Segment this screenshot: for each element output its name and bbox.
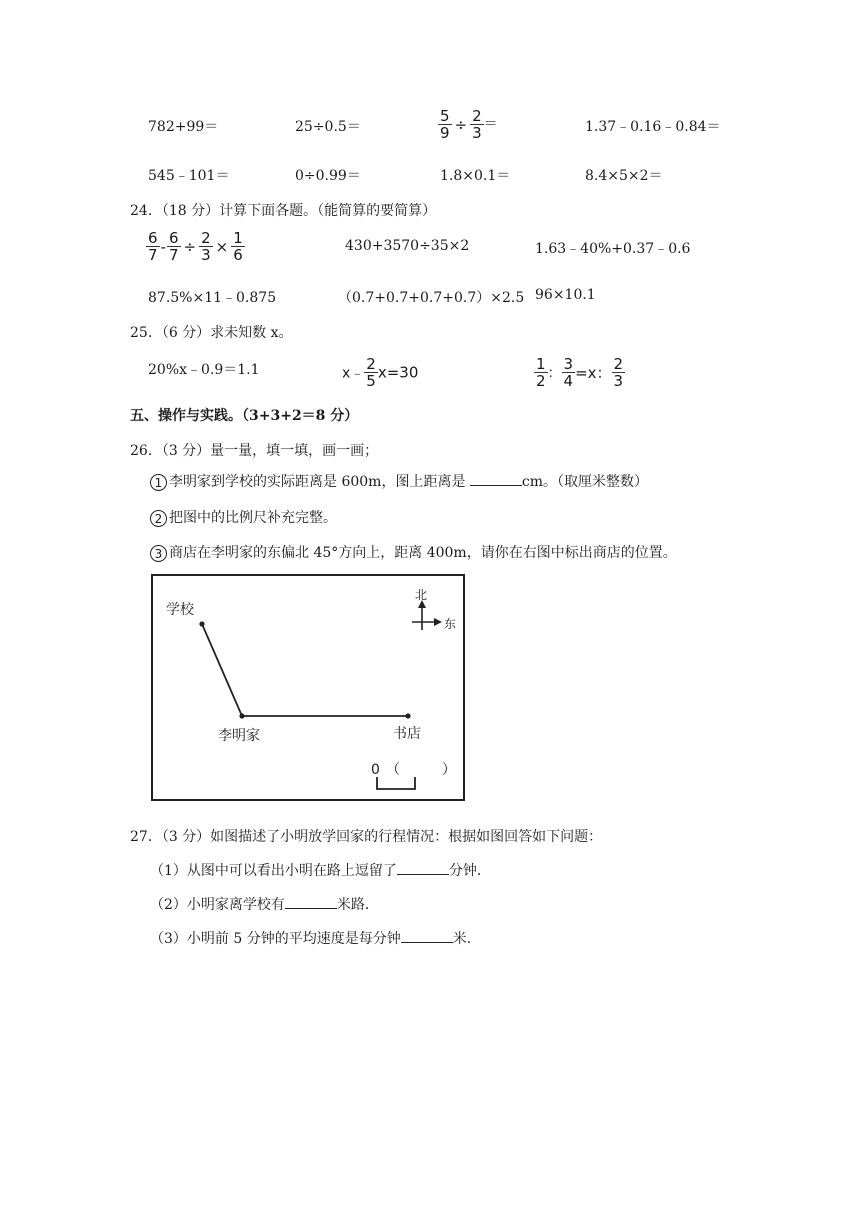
q24-expr-3: 1.63﹣40%+0.37﹣0.6 [535, 241, 691, 257]
question-25-title: 25．（6 分）求未知数 x。 [130, 325, 293, 341]
problem-fraction-division: $\frac{5}{9}$ ÷ $\frac{2}{3}$ ＝ [440, 107, 498, 142]
q24-expr-6: 96×10.1 [535, 287, 596, 303]
home-label: 李明家 [218, 728, 260, 744]
problem-25-div-0.5: 25÷0.5＝ [295, 119, 361, 135]
answer-blank[interactable] [401, 928, 453, 943]
scale-zero: 0 [371, 762, 380, 778]
section-5-heading: 五、操作与实践。（3+3+2＝8 分） [130, 408, 359, 424]
q25-equation-2: x﹣ $\frac{2}{5}$ x=30 [342, 355, 419, 390]
problem-782-plus-99: 782+99＝ [148, 119, 219, 135]
bookstore-point [405, 713, 410, 718]
q25-equation-1: 20%x﹣0.9＝1.1 [148, 362, 260, 378]
problem-1.8-times-0.1: 1.8×0.1＝ [440, 168, 511, 184]
school-point [199, 621, 204, 626]
q24-expr-5: （0.7+0.7+0.7+0.7）×2.5 [338, 290, 525, 306]
circle-number: 1 [150, 474, 167, 491]
q26-item-2: 2 把图中的比例尺补充完整。 [150, 507, 337, 527]
q27-sub-2: （2）小明家离学校有 米路． [150, 894, 379, 914]
q24-expr-1: $\frac{6}{7}$ - $\frac{6}{7}$ ÷ $\frac{2}{3}$ × $\frac{1}{6}$ [148, 229, 243, 264]
north-label: 北 [415, 588, 428, 602]
q25-equation-3: $\frac{1}{2}$ ： $\frac{3}{4}$ =x： $\frac{2}{3}$ [536, 355, 624, 390]
fraction: $\frac{5}{9}$ [440, 107, 450, 142]
circle-number: 3 [150, 545, 167, 562]
east-label: 东 [444, 617, 457, 631]
fraction: $\frac{2}{3}$ [472, 107, 482, 142]
answer-blank[interactable] [470, 471, 522, 486]
bookstore-label: 书店 [393, 726, 421, 742]
answer-blank[interactable] [397, 860, 449, 875]
answer-blank[interactable] [285, 894, 337, 909]
problem-8.4-times-5-times-2: 8.4×5×2＝ [585, 168, 663, 184]
question-24-title: 24．（18 分）计算下面各题。（能简算的要简算） [130, 203, 437, 219]
q24-expr-2: 430+3570÷35×2 [345, 238, 470, 254]
question-26-title: 26．（3 分）量一量，填一填，画一画； [130, 443, 379, 459]
home-point [239, 713, 244, 718]
map-figure [150, 572, 468, 804]
question-27-title: 27．（3 分）如图描述了小明放学回家的行程情况：根据如图回答如下问题： [130, 829, 603, 845]
scale-parentheses: （ ） [386, 762, 456, 778]
problem-545-minus-101: 545﹣101＝ [148, 168, 230, 184]
q24-expr-4: 87.5%×11﹣0.875 [148, 290, 277, 306]
problem-1.37-minus: 1.37﹣0.16﹣0.84＝ [585, 119, 721, 135]
q26-item-3: 3 商店在李明家的东偏北 45°方向上，距离 400m，请你在右图中标出商店的位置。 [150, 542, 677, 562]
school-label: 学校 [166, 602, 194, 618]
q27-sub-1: （1）从图中可以看出小明在路上逗留了 分钟． [150, 860, 491, 880]
q27-sub-3: （3）小明前 5 分钟的平均速度是每分钟 米． [150, 928, 481, 948]
problem-0-div-0.99: 0÷0.99＝ [295, 168, 361, 184]
q26-item-1: 1 李明家到学校的实际距离是 600m，图上距离是 cm。（取厘米整数） [150, 471, 648, 491]
circle-number: 2 [150, 510, 167, 527]
